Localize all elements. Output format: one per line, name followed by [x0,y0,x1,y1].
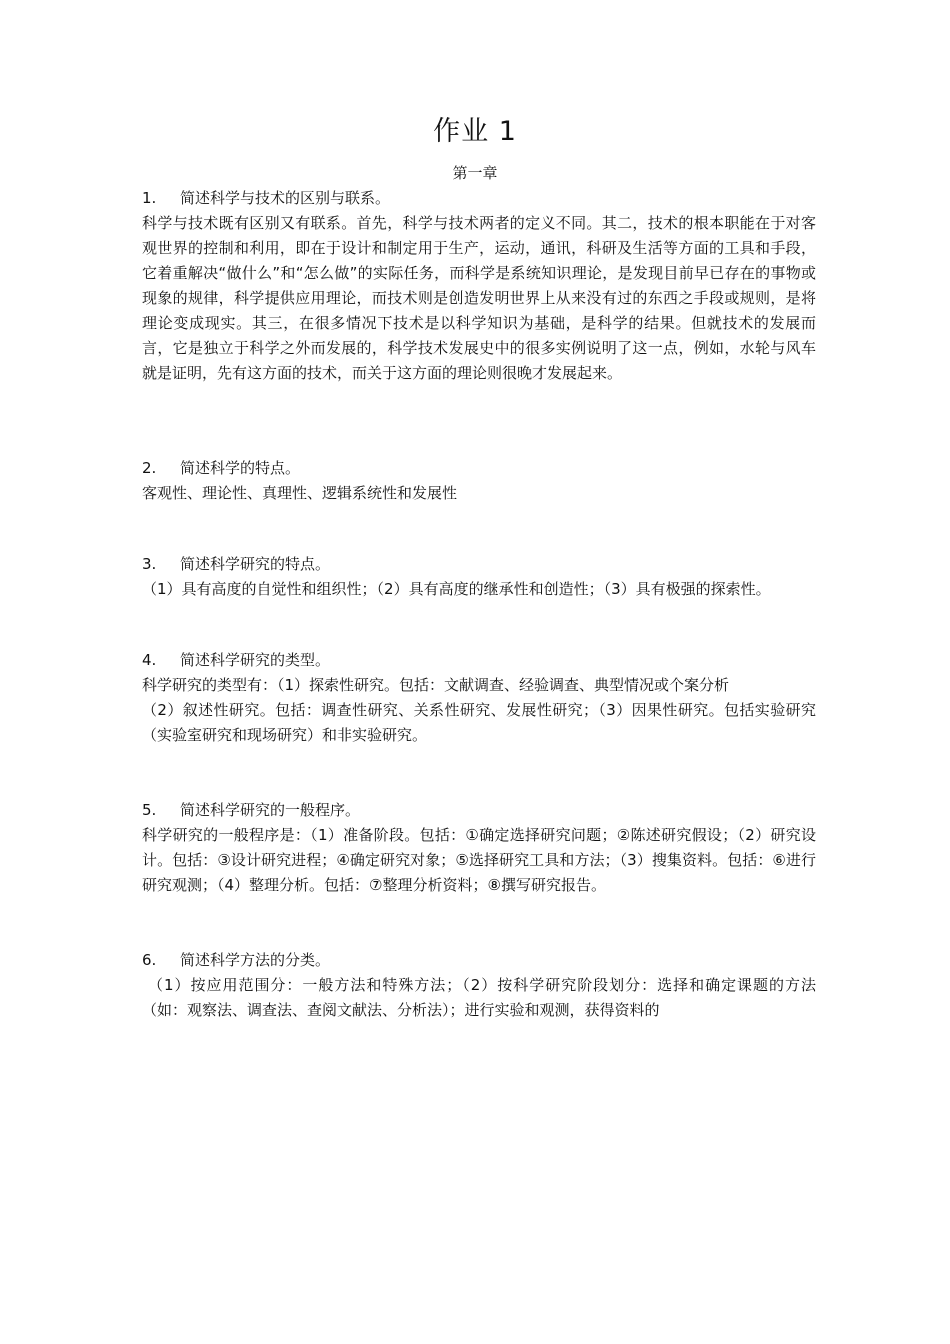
question-number: 5. [142,801,157,819]
answer-paragraph: （1）按应用范围分：一般方法和特殊方法；（2）按科学研究阶段划分：选择和确定课题的方法（如：观察法、调查法、查阅文献法、分析法）；进行实验和观测，获得资料的 [142,976,816,1019]
question-heading [142,648,816,673]
answer-paragraph: （2）叙述性研究。包括：调查性研究、关系性研究、发展性研究；（3）因果性研究。包括实验研究（实验室研究和现场研究）和非实验研究。 [142,701,816,744]
question-heading [142,798,816,823]
question-number: 4. [142,651,157,669]
document-body [142,186,816,1023]
page-title: 作业 1 [433,116,517,147]
question-prompt: 简述科学方法的分类。 [180,951,331,969]
spacer [142,748,816,798]
spacer [142,506,816,552]
question-heading [142,552,816,577]
question-block [142,648,816,748]
answer-paragraph: 科学与技术既有区别又有联系。首先，科学与技术两者的定义不同。其二，技术的根本职能在于对客观世界的控制和利用，即在于设计和制定用于生产，运动，通讯，科研及生活等方面的工具和手段，它着重解决“做什么”和“怎么做”的实际任务，而科学是系统知识理论，是发现目前早已存在的事物或现象的规律，科学提供应用理论，而技术则是创造发明世界上从来没有过的东西之手段或规则，是将理论变成现实。其三，在很多情况下技术是以科学知识为基础，是科学的结果。但就技术的发展而言，它是独立于科学之外而发展的，科学技术发展史中的很多实例说明了这一点，例如，水轮与风车就是证明，先有这方面的技术，而关于这方面的理论则很晚才发展起来。 [142,214,816,382]
question-heading [142,948,816,973]
question-block [142,948,816,1023]
question-prompt: 简述科学研究的一般程序。 [180,801,361,819]
answer-paragraph: 科学研究的类型有：（1）探索性研究。包括：文献调查、经验调查、典型情况或个案分析 [142,676,730,694]
answer-paragraph: 客观性、理论性、真理性、逻辑系统性和发展性 [142,484,458,502]
question-prompt: 简述科学与技术的区别与联系。 [180,189,391,207]
question-heading [142,186,816,211]
question-prompt: 简述科学研究的特点。 [180,555,331,573]
question-number: 2. [142,459,157,477]
question-number: 1. [142,189,157,207]
question-block [142,186,816,386]
answer-paragraph: 科学研究的一般程序是：（1）准备阶段。包括：①确定选择研究问题；②陈述研究假设；（2）研究设计。包括：③设计研究进程；④确定研究对象；⑤选择研究工具和方法；（3）搜集资料。包括：⑥进行研究观测；（4）整理分析。包括：⑦整理分析资料；⑧撰写研究报告。 [142,826,816,894]
question-prompt: 简述科学研究的类型。 [180,651,331,669]
question-number: 6. [142,951,157,969]
answer-paragraph: （1）具有高度的自觉性和组织性；（2）具有高度的继承性和创造性；（3）具有极强的探索性。 [142,580,771,598]
spacer [142,898,816,948]
spacer [142,602,816,648]
chapter-heading: 第一章 [452,164,498,182]
spacer [142,386,816,456]
question-block [142,456,816,506]
question-block [142,798,816,898]
question-heading [142,456,816,481]
question-block [142,552,816,602]
question-number: 3. [142,555,157,573]
question-prompt: 简述科学的特点。 [180,459,301,477]
